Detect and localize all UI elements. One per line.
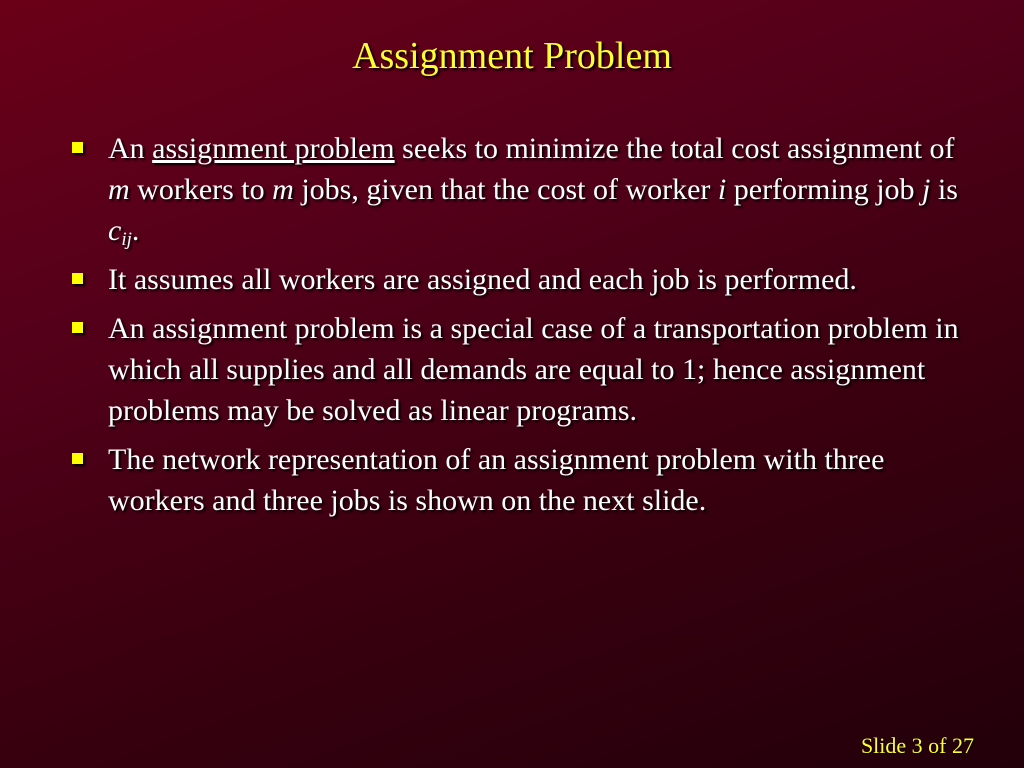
bullet-3-text: An assignment problem is a special case of a transportation problem in which all supplies and all demands are equal to 1; hence assignment problems may be solved as linear programs. [108,312,959,427]
slide-title: Assignment Problem [352,35,672,77]
subscript-ij: ij [121,229,132,250]
bullet-item-2 [72,259,972,300]
slide-number: Slide 3 of 27 [860,733,974,758]
square-bullet-icon [72,453,83,464]
variable-i: i [717,173,727,206]
bullet-item-1 [72,128,972,251]
bullet-item-3 [72,308,972,431]
bullet-4-text: The network representation of an assignment problem with three workers and three jobs is shown on the next slide. [108,443,885,517]
variable-c: c [108,214,122,247]
variable-j: j [922,173,931,206]
bullet-item-4 [72,439,972,521]
bullet-2-text: It assumes all workers are assigned and each job is performed. [108,263,857,296]
variable-m: m [272,173,294,206]
assignment-problem-term: assignment problem [152,132,395,165]
square-bullet-icon [72,142,83,153]
bullet-list [72,128,972,529]
square-bullet-icon [72,273,83,284]
variable-m: m [108,173,130,206]
square-bullet-icon [72,322,83,333]
bullet-1-text: An assignment problem seeks to minimize the total cost assignment of m workers to m jobs, given that the cost of worker i performing job j is $c_{ij}$. [108,132,958,250]
